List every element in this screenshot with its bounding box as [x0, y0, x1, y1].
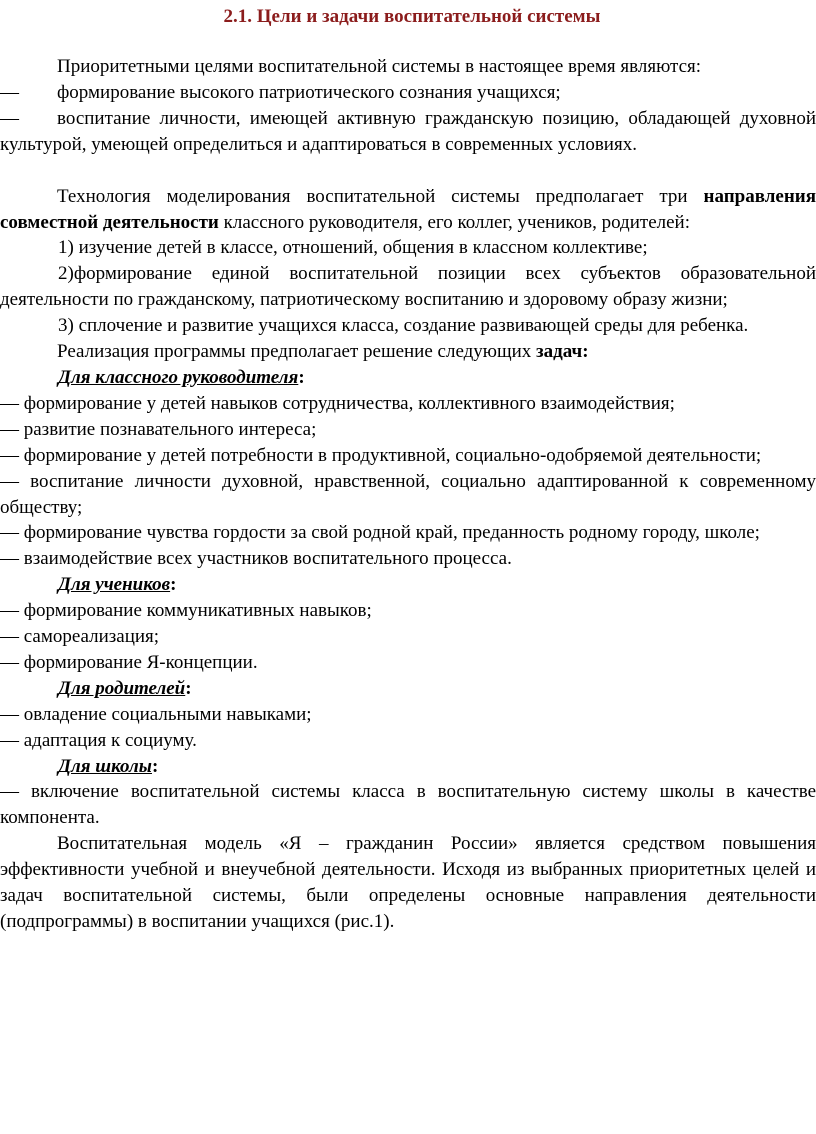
section-title: 2.1. Цели и задачи воспитательной системы	[223, 6, 601, 27]
dash-mark: —	[0, 107, 19, 129]
conclusion-paragraph: Воспитательная модель «Я – гражданин России» является средством повышения эффективности учебной и внеучебной деятельности. Исходя из выбранных приоритетных целей и задач воспитательной системы, были определены основные направления деятельности (подпрограммы) в воспитании учащихся (рис.1).	[0, 833, 816, 932]
students-heading	[0, 572, 816, 598]
dash-mark: —	[0, 81, 19, 103]
list-item: — развитие познавательного интереса;	[0, 418, 317, 440]
parents-heading-text: Для родителей	[58, 677, 186, 699]
teacher-heading-colon: :	[298, 366, 305, 388]
school-heading	[0, 754, 816, 780]
list-item: — взаимодействие всех участников воспитательного процесса.	[0, 548, 512, 570]
teacher-heading	[0, 365, 816, 391]
list-item: — формирование чувства гордости за свой родной край, преданность родному городу, школе;	[0, 522, 760, 544]
students-heading-text: Для учеников	[58, 574, 171, 596]
technology-tail: классного руководителя, его коллег, учеников, родителей:	[223, 211, 690, 233]
list-item: — формирование Я-концепции.	[0, 651, 258, 673]
goal-item-2-text: воспитание личности, имеющей активную гражданскую позицию, обладающей духовной культурой, умеющей определиться и адаптироваться в современных условиях.	[0, 107, 816, 155]
teacher-heading-text: Для классного руководителя	[58, 366, 299, 388]
tasks-lead: Реализация программы предполагает решение следующих	[57, 341, 532, 363]
list-item: — воспитание личности духовной, нравственной, социально адаптированной к современному обществу;	[0, 470, 816, 518]
list-item: — формирование коммуникативных навыков;	[0, 600, 372, 622]
list-item: — самореализация;	[0, 626, 160, 648]
tasks-paragraph	[0, 339, 816, 365]
school-heading-text: Для школы	[58, 755, 152, 777]
tasks-bold: задач:	[536, 341, 589, 363]
list-item: — включение воспитательной системы класса в воспитательную систему школы в качестве компонента.	[0, 781, 816, 829]
technology-lead: Технология моделирования воспитательной системы предполагает три	[57, 185, 688, 207]
goals-intro: Приоритетными целями воспитательной системы в настоящее время являются:	[57, 56, 702, 77]
list-item: — формирование у детей потребности в продуктивной, социально-одобряемой деятельности;	[0, 444, 762, 466]
goal-item-1	[0, 80, 816, 106]
goal-item-2	[0, 106, 816, 158]
parents-heading-colon: :	[185, 677, 192, 699]
list-item: — адаптация к социуму.	[0, 729, 197, 751]
goal-item-1-text: формирование высокого патриотического сознания учащихся;	[57, 81, 561, 103]
technology-paragraph	[0, 184, 816, 236]
parents-heading	[0, 676, 816, 702]
direction-item-2: 2)формирование единой воспитательной позиции всех субъектов образовательной деятельности по гражданскому, патриотическому воспитанию и здоровому образу жизни;	[0, 263, 816, 311]
school-heading-colon: :	[151, 755, 159, 777]
paragraph-gap	[0, 158, 816, 184]
direction-item-1: 1) изучение детей в классе, отношений, общения в классном коллективе;	[58, 237, 648, 259]
list-item: — формирование у детей навыков сотрудничества, коллективного взаимодействия;	[0, 392, 675, 414]
technology-bold: направления совместной деятельности	[0, 185, 816, 233]
list-item: — овладение социальными навыками;	[0, 703, 312, 725]
direction-item-3: 3) сплочение и развитие учащихся класса, создание развивающей среды для ребенка.	[58, 315, 749, 337]
students-heading-colon: :	[170, 574, 177, 596]
